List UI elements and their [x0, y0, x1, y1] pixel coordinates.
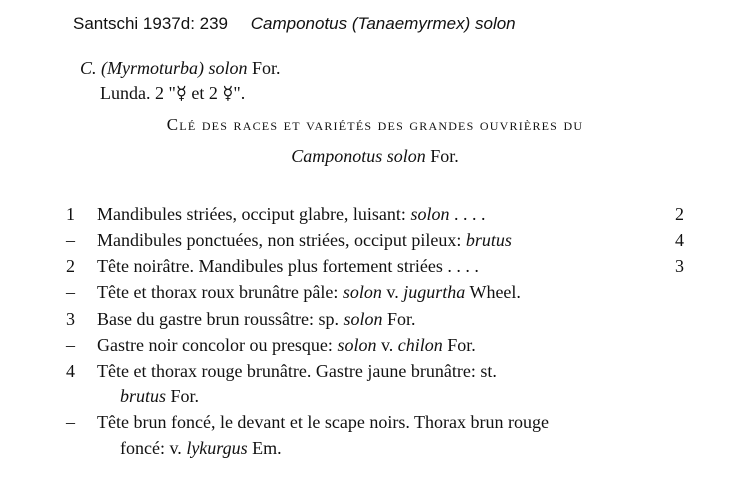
couplet-text-segment: Mandibules striées, occiput glabre, luisant:: [97, 204, 411, 224]
couplet-text-segment: foncé: v.: [120, 438, 187, 458]
couplet-number: 4: [66, 361, 75, 381]
couplet-number: 2: [66, 256, 75, 276]
couplet-number: –: [66, 412, 75, 432]
couplet-text-segment: For.: [382, 309, 416, 329]
species-entry-line: [80, 58, 281, 79]
couplet-text: [97, 309, 415, 330]
couplet-text-segment: Gastre noir concolor ou presque:: [97, 335, 338, 355]
species-name: C. (Myrmoturba) solon: [80, 58, 248, 78]
taxon-italic: brutus: [120, 386, 167, 406]
couplet-text-segment: v.: [376, 335, 398, 355]
key-title-genus: Camponotus solon: [291, 146, 426, 166]
couplet-text: [97, 412, 549, 433]
taxon-italic: jugurtha: [403, 282, 466, 302]
couplet-lead-number: 4: [675, 230, 684, 250]
key-couplet-row: [66, 412, 684, 438]
taxon-italic: solon: [342, 282, 382, 302]
key-title-author: For.: [430, 146, 459, 166]
couplet-text-segment: Wheel.: [465, 282, 521, 302]
key-couplet-row: [66, 309, 684, 335]
couplet-text-segment: Tête et thorax rouge brunâtre. Gastre jaune brunâtre: st.: [97, 361, 497, 381]
couplet-number: –: [66, 230, 75, 250]
couplet-text: [120, 386, 199, 407]
couplet-number: 1: [66, 204, 75, 224]
citation-header: [73, 14, 516, 34]
key-couplet-row: [66, 438, 684, 464]
couplet-text: [97, 204, 485, 225]
key-couplet-row: [66, 204, 684, 230]
key-couplet-row: [66, 335, 684, 361]
locality-line: Lunda. 2 "☿ et 2 ☿".: [100, 83, 246, 103]
couplet-text-segment: Mandibules ponctuées, non striées, occiput pileux:: [97, 230, 466, 250]
couplet-text: [97, 256, 479, 277]
taxon-italic: brutus: [465, 230, 512, 250]
couplet-text: [97, 282, 521, 303]
citation-reference: Santschi 1937d: 239: [73, 14, 229, 33]
couplet-text-segment: Em.: [247, 438, 282, 458]
taxon-italic: chilon: [397, 335, 443, 355]
key-title-line1: Clé des races et variétés des grandes ouvrières du: [166, 115, 584, 134]
key-couplet-row: [66, 386, 684, 412]
couplet-number: –: [66, 282, 75, 302]
couplet-text-segment: Base du gastre brun roussâtre: sp.: [97, 309, 344, 329]
couplet-text-segment: Tête brun foncé, le devant et le scape noirs. Thorax brun rouge: [97, 412, 549, 432]
couplet-text: [97, 230, 512, 251]
couplet-lead-number: 3: [675, 256, 684, 276]
species-author: For.: [252, 58, 281, 78]
taxon-italic: solon: [343, 309, 383, 329]
couplet-text-segment: Tête noirâtre. Mandibules plus fortement striées . . . .: [97, 256, 479, 276]
couplet-text: [120, 438, 282, 459]
couplet-number: 3: [66, 309, 75, 329]
couplet-text-segment: . . . .: [449, 204, 486, 224]
key-couplet-row: [66, 230, 684, 256]
taxon-italic: lykurgus: [186, 438, 248, 458]
couplet-text-segment: For.: [166, 386, 200, 406]
couplet-text: [97, 361, 497, 382]
taxon-italic: solon: [337, 335, 377, 355]
key-couplet-row: [66, 361, 684, 387]
couplet-lead-number: 2: [675, 204, 684, 224]
couplet-text: [97, 335, 476, 356]
taxon-name: Camponotus (Tanaemyrmex) solon: [250, 14, 516, 33]
key-title-line2: [0, 146, 750, 167]
couplet-text-segment: For.: [442, 335, 476, 355]
key-couplet-row: [66, 282, 684, 308]
key-couplet-row: [66, 256, 684, 282]
taxon-italic: solon: [410, 204, 450, 224]
couplet-text-segment: v.: [381, 282, 404, 302]
couplet-number: –: [66, 335, 75, 355]
couplet-text-segment: Tête et thorax roux brunâtre pâle:: [97, 282, 343, 302]
